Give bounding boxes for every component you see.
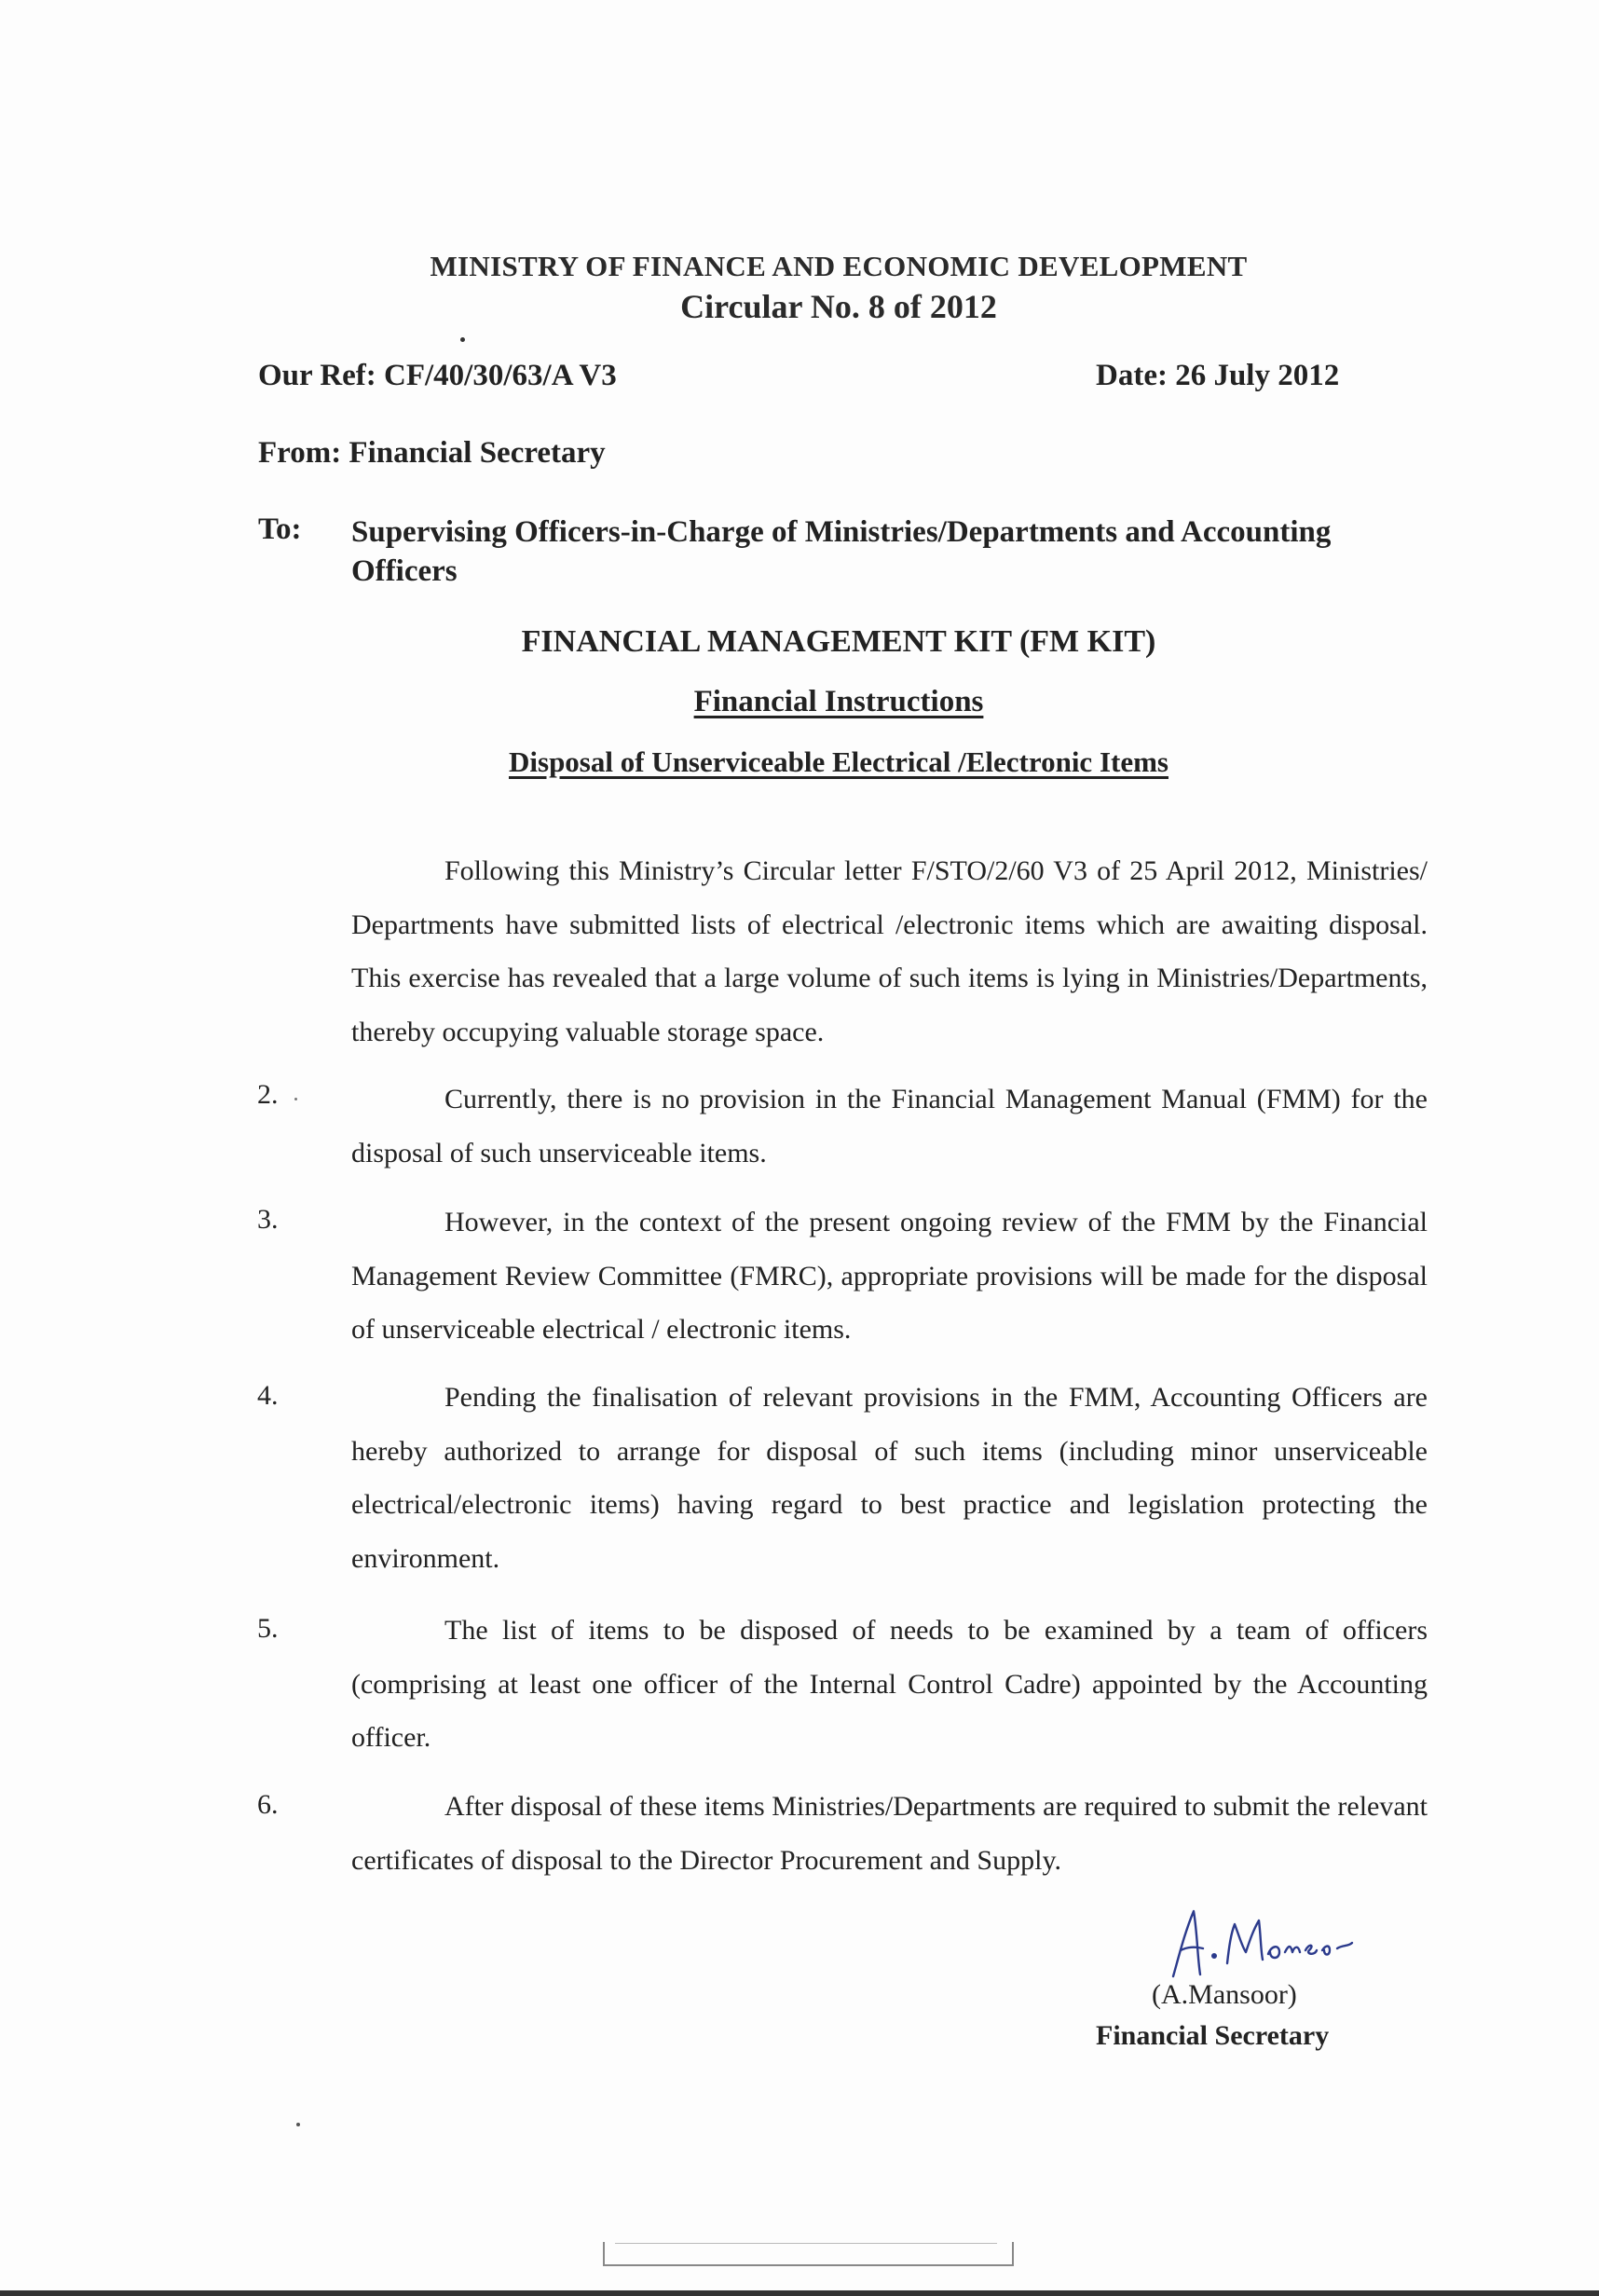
paragraph-number-4: 4. <box>257 1380 279 1411</box>
scan-bottom-edge <box>0 2290 1599 2296</box>
handwritten-signature <box>1169 1906 1412 1980</box>
subject-title: Disposal of Unserviceable Electrical /Electronic Items <box>509 745 1168 778</box>
scan-mark <box>460 337 465 342</box>
paragraph-3: However, in the context of the present ongoing review of the FMM by the Financial Management Review Committee (FMRC), appropriate provisions will be made for the disposal of unserviceable electrical / electronic items. <box>351 1207 1428 1345</box>
from-line: From: Financial Secretary <box>258 436 606 470</box>
paragraph-number-5: 5. <box>257 1613 279 1644</box>
to-recipients: Supervising Officers-in-Charge of Ministries/Departments and Accounting Officers <box>351 515 1332 588</box>
section-title: Financial Instructions <box>693 685 984 718</box>
paragraph-5: The list of items to be disposed of needs to be examined by a team of officers (comprising at least one officer of the Internal Control Cadre) appointed by the Accounting officer. <box>351 1615 1428 1753</box>
paragraph-1: Following this Ministry’s Circular letter F/STO/2/60 V3 of 25 April 2012, Ministries/ Departments have submitted lists of electrical /electronic items which are awaiting disposal. This exercise has revealed that a large volume of such items is lying in Ministries/Departments, thereby occupying valuable storage space. <box>351 855 1428 1047</box>
signatory-title: Financial Secretary <box>1096 2020 1330 2051</box>
scan-mark <box>296 2123 300 2126</box>
scan-mark <box>294 1098 297 1100</box>
footer-box <box>603 2242 1014 2266</box>
document-date: Date: 26 July 2012 <box>1096 359 1340 392</box>
paragraph-number-2: 2. <box>257 1079 279 1110</box>
circular-number: Circular No. 8 of 2012 <box>680 288 997 325</box>
to-label: To: <box>258 512 302 546</box>
main-title: FINANCIAL MANAGEMENT KIT (FM KIT) <box>521 624 1156 659</box>
paragraph-number-3: 3. <box>257 1204 279 1235</box>
paragraph-6: After disposal of these items Ministries/Departments are required to submit the relevant certificates of disposal to the Director Procurement and Supply. <box>351 1791 1428 1876</box>
ministry-heading: MINISTRY OF FINANCE AND ECONOMIC DEVELOPMENT <box>430 250 1248 282</box>
paragraph-4: Pending the finalisation of relevant provisions in the FMM, Accounting Officers are hereby authorized to arrange for disposal of such items (including minor unserviceable electrical/electronic items) having regard to best practice and legislation protecting the environment. <box>351 1382 1428 1574</box>
paragraph-2: Currently, there is no provision in the Financial Management Manual (FMM) for the disposal of such unserviceable items. <box>351 1084 1428 1168</box>
signatory-name: (A.Mansoor) <box>1152 1979 1297 2010</box>
reference-number: Our Ref: CF/40/30/63/A V3 <box>258 359 617 392</box>
paragraph-number-6: 6. <box>257 1789 279 1820</box>
